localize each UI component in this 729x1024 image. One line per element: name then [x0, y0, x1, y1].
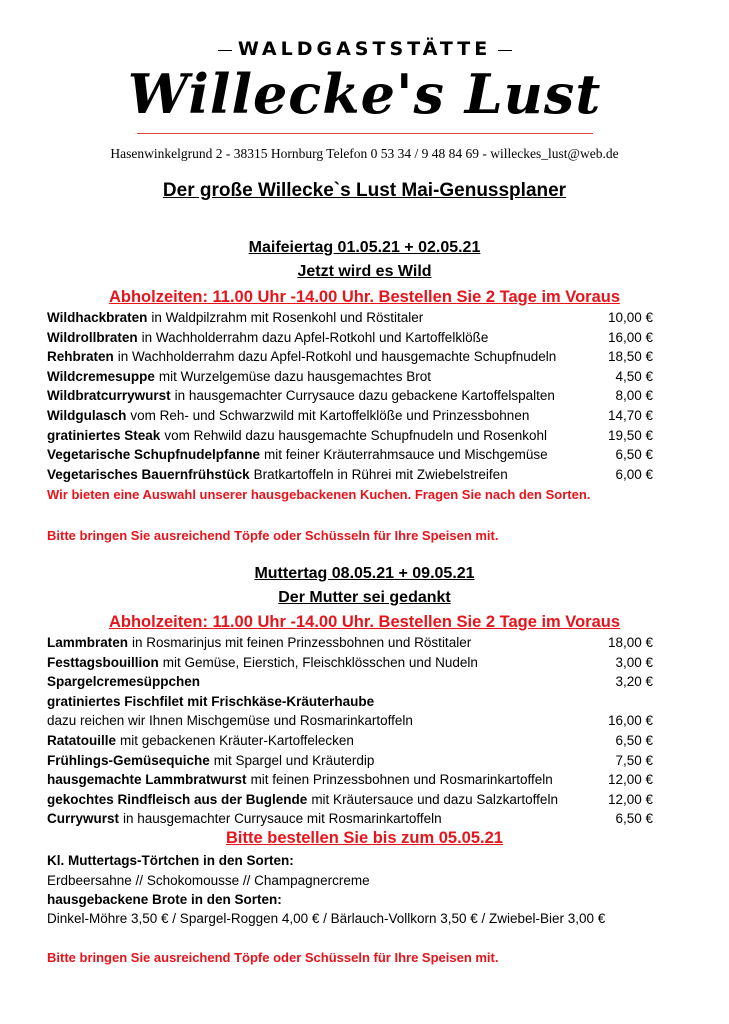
- menu-item-text: in hausgemachter Currysauce mit Rosmarinkartoffeln: [123, 811, 442, 827]
- menu-item-text: mit Spargel und Kräuterdip: [213, 752, 375, 768]
- menu-item: [47, 713, 653, 733]
- menu-item-description: [47, 388, 555, 403]
- menu-item-price: 16,00 €: [607, 713, 653, 729]
- menu-item-text: in Waldpilzrahm mit Rosenkohl und Röstitaler: [151, 310, 424, 325]
- section2-pots-note: Bitte bringen Sie ausreichend Töpfe oder Schüsseln für Ihre Speisen mit.: [47, 950, 499, 965]
- menu-item: [47, 467, 653, 487]
- menu-item-price: 6,50 €: [615, 733, 653, 748]
- menu-item-description: [47, 713, 413, 728]
- menu-item: [47, 388, 653, 408]
- menu-item-name: Rehbraten: [47, 349, 114, 365]
- menu-item-name: Vegetarische Schupfnudelpfanne: [47, 447, 261, 463]
- menu-item-name: gratiniertes Steak: [47, 427, 161, 443]
- menu-item-price: 18,50 €: [607, 349, 653, 365]
- menu-item-name: gekochtes Rindfleisch aus der Buglende: [47, 791, 308, 807]
- menu-item: [47, 635, 653, 655]
- brand-red-rule: [137, 133, 593, 134]
- menu-item-price: 6,50 €: [615, 447, 653, 463]
- menu-item-name: Spargelcremesüppchen: [47, 674, 201, 690]
- menu-item-price: 14,70 €: [607, 408, 653, 423]
- menu-item-price: 4,50 €: [615, 368, 653, 384]
- menu-item-name: Wildcremesuppe: [47, 368, 155, 384]
- menu-item-price: 3,00 €: [615, 654, 653, 670]
- section1-pickup-times: Abholzeiten: 11.00 Uhr -14.00 Uhr. Bestellen Sie 2 Tage im Voraus: [108, 288, 621, 306]
- menu-item-description: [47, 349, 556, 364]
- menu-item-text: mit Gemüse, Eierstich, Fleischklösschen und Nudeln: [162, 654, 478, 670]
- menu-item-text: Bratkartoffeln in Rührei mit Zwiebelstreifen: [253, 466, 508, 482]
- section2-heading: Muttertag 08.05.21 + 09.05.21: [254, 565, 475, 582]
- menu-item-text: mit gebackenen Kräuter-Kartoffelecken: [120, 733, 354, 748]
- menu-item: [47, 330, 653, 350]
- menu-item-text: mit feiner Kräuterrahmsauce und Mischgemüse: [264, 447, 548, 463]
- menu-item-price: 7,50 €: [615, 752, 653, 768]
- menu-item: [47, 694, 653, 714]
- menu-item: [47, 349, 653, 369]
- menu-item-text: mit Wurzelgemüse dazu hausgemachtes Brot: [158, 368, 432, 384]
- section1-heading: Maifeiertag 01.05.21 + 02.05.21: [248, 239, 481, 256]
- menu-item: [47, 428, 653, 448]
- brand-subtitle: WALDGASTSTÄTTE: [237, 38, 492, 60]
- breads-heading: hausgebackene Brote in den Sorten:: [47, 892, 282, 907]
- page-title: Der große Willecke`s Lust Mai-Genussplaner: [162, 180, 567, 201]
- menu-item-price: 6,00 €: [615, 466, 653, 482]
- menu-item-name: Wildhackbraten: [47, 310, 148, 325]
- menu-item-description: [47, 811, 442, 826]
- menu-item-text: in Wachholderrahm dazu Apfel-Rotkohl und Kartoffelklöße: [141, 329, 489, 345]
- menu-item-description: [47, 369, 431, 384]
- menu-item: [47, 447, 653, 467]
- tartlets-list: Erdbeersahne // Schokomousse // Champagnercreme: [47, 873, 370, 888]
- section1-pots-note: Bitte bringen Sie ausreichend Töpfe oder Schüsseln für Ihre Speisen mit.: [47, 528, 499, 543]
- menu-item-text: mit feinen Prinzessbohnen und Rosmarinkartoffeln: [250, 772, 553, 788]
- menu-item-name: hausgemachte Lammbratwurst: [47, 772, 247, 788]
- menu-item-text: in Rosmarinjus mit feinen Prinzessbohnen und Röstitaler: [132, 635, 472, 650]
- menu-item-name: Wildrollbraten: [47, 329, 138, 345]
- menu-item: [47, 674, 653, 694]
- menu-item-description: [47, 310, 423, 325]
- menu-item-price: 3,20 €: [615, 674, 653, 690]
- brand-name: Willecke's Lust: [127, 62, 602, 126]
- menu-item-description: [47, 792, 558, 807]
- menu-item-text: dazu reichen wir Ihnen Mischgemüse und Rosmarinkartoffeln: [47, 713, 413, 729]
- menu-item-text: mit Kräutersauce und dazu Salzkartoffeln: [311, 791, 558, 807]
- tartlets-heading: Kl. Muttertags-Törtchen in den Sorten:: [47, 853, 294, 868]
- menu-item-price: 12,00 €: [607, 791, 653, 807]
- menu-item: [47, 733, 653, 753]
- menu-item: [47, 772, 653, 792]
- menu-item-name: Frühlings-Gemüsequiche: [47, 752, 210, 768]
- menu-item-price: 8,00 €: [615, 388, 653, 404]
- menu-item-name: Wildgulasch: [47, 408, 127, 423]
- menu-item: [47, 369, 653, 389]
- menu-item-name: Festtagsbouillion: [47, 654, 159, 670]
- menu-item-price: 16,00 €: [607, 329, 653, 345]
- menu-item-description: [47, 428, 547, 443]
- menu-item-text: vom Reh- und Schwarzwild mit Kartoffelklöße und Prinzessbohnen: [130, 408, 530, 423]
- menu-item-name: Ratatouille: [47, 733, 117, 748]
- menu-item-name: Vegetarisches Bauernfrühstück: [47, 466, 250, 482]
- menu-item-name: Wildbratcurrywurst: [47, 388, 171, 404]
- breads-list: Dinkel-Möhre 3,50 € / Spargel-Roggen 4,00 € / Bärlauch-Vollkorn 3,50 € / Zwiebel-Bier 3,00 €: [47, 911, 606, 926]
- section1-subheading: Jetzt wird es Wild: [297, 263, 432, 280]
- menu-item-name: gratiniertes Fischfilet mit Frischkäse-Kräuterhaube: [47, 693, 375, 709]
- menu-item-description: [47, 694, 374, 709]
- section2-pickup-times: Abholzeiten: 11.00 Uhr -14.00 Uhr. Bestellen Sie 2 Tage im Voraus: [108, 613, 621, 631]
- menu-item: [47, 310, 653, 330]
- menu-item-name: Lammbraten: [47, 635, 129, 650]
- menu-item-description: [47, 635, 471, 650]
- menu-item-price: 6,50 €: [615, 811, 653, 827]
- order-deadline: Bitte bestellen Sie bis zum 05.05.21: [226, 829, 503, 847]
- menu-item: [47, 655, 653, 675]
- section1-cake-note: Wir bieten eine Auswahl unserer hausgebackenen Kuchen. Fragen Sie nach den Sorten.: [47, 487, 591, 502]
- menu-item-text: vom Rehwild dazu hausgemachte Schupfnudeln und Rosenkohl: [164, 427, 548, 443]
- brand-rule-right: [498, 50, 512, 51]
- menu-item-description: [47, 733, 354, 748]
- menu-item: [47, 408, 653, 428]
- menu-item: [47, 792, 653, 812]
- menu-item-price: 18,00 €: [607, 635, 653, 650]
- menu-item-text: in Wachholderrahm dazu Apfel-Rotkohl und hausgemachte Schupfnudeln: [117, 349, 557, 365]
- menu-item-description: [47, 655, 478, 670]
- menu-item-price: 12,00 €: [607, 772, 653, 788]
- menu-item-description: [47, 753, 374, 768]
- menu-item-name: Currywurst: [47, 811, 120, 827]
- menu-item-description: [47, 447, 548, 462]
- contact-address: Hasenwinkelgrund 2 - 38315 Hornburg Telefon 0 53 34 / 9 48 84 69 - willeckes_lust@web.de: [110, 146, 619, 161]
- section2-subheading: Der Mutter sei gedankt: [278, 589, 451, 606]
- menu-item: [47, 753, 653, 773]
- menu-item-description: [47, 467, 508, 482]
- menu-item-description: [47, 330, 488, 345]
- menu-item-price: 10,00 €: [607, 310, 653, 325]
- menu-item-description: [47, 772, 553, 787]
- menu-item-description: [47, 408, 529, 423]
- menu-item-text: in hausgemachter Currysauce dazu gebackene Kartoffelspalten: [174, 388, 555, 404]
- menu-item-description: [47, 674, 200, 689]
- menu-item-price: 19,50 €: [607, 427, 653, 443]
